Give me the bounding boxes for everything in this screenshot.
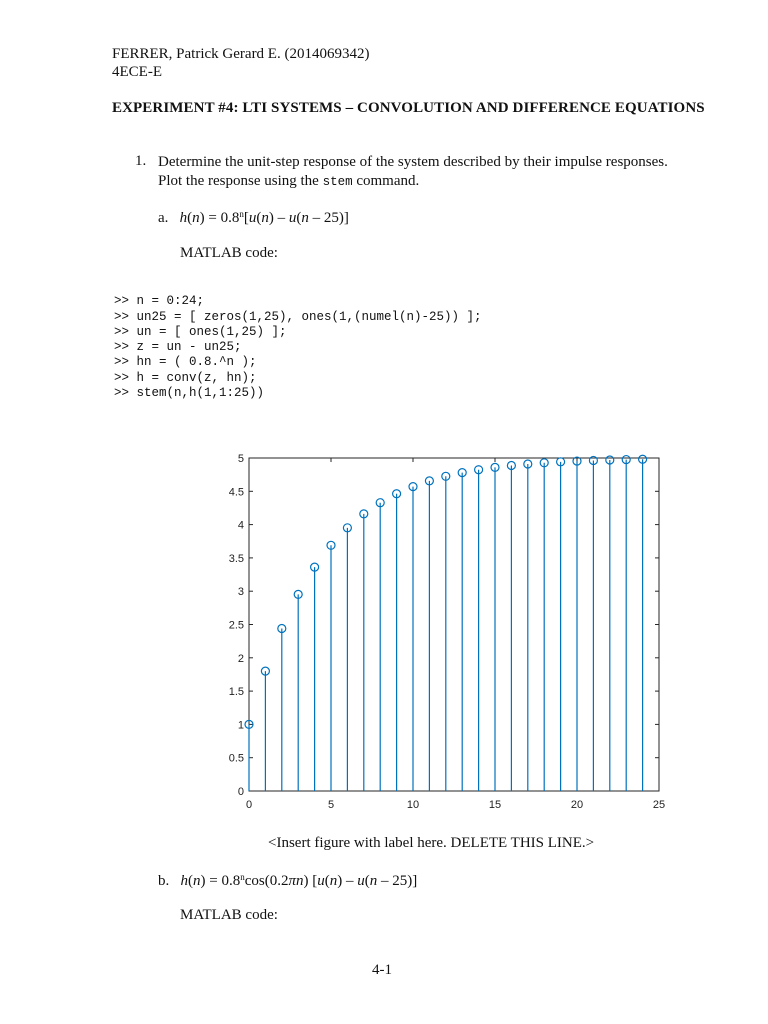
plot-axes-box <box>249 458 659 791</box>
question-line-2-post: command. <box>352 173 420 189</box>
author-name: FERRER, Patrick Gerard E. (2014069342) <box>112 46 370 62</box>
matlab-code-block <box>114 279 482 417</box>
code-line: >> stem(n,h(1,1:25)) <box>114 386 265 401</box>
y-tick-label: 5 <box>237 453 244 465</box>
x-tick-label: 20 <box>570 799 584 811</box>
code-line: >> un = [ ones(1,25) ]; <box>114 324 287 339</box>
y-tick-label: 2 <box>237 652 244 665</box>
x-tick-label: 10 <box>406 799 420 811</box>
part-b-equation: b. $h(n) = 0.8^n\cos(0.2\pi n)$ [u(n) – u(n – 25)] <box>158 872 418 889</box>
y-tick-label: 4.5 <box>228 486 244 499</box>
part-b-letter: b. <box>158 873 170 889</box>
x-tick-label: 0 <box>245 799 253 811</box>
class-section: 4ECE-E <box>112 64 162 80</box>
y-tick-label: 4 <box>237 519 244 532</box>
question-number: 1. <box>135 153 147 169</box>
y-tick-label: 0.5 <box>228 752 244 765</box>
y-tick-label: 3.5 <box>228 552 244 565</box>
y-tick-label: 2.5 <box>228 619 244 632</box>
question-line-1: Determine the unit-step response of the system described by their impulse responses. <box>158 154 668 170</box>
experiment-title: EXPERIMENT #4: LTI SYSTEMS – CONVOLUTION AND DIFFERENCE EQUATIONS <box>112 100 705 116</box>
y-tick-label: 0 <box>237 786 244 798</box>
part-a-equation: a. $h(n) = 0.8^n[u(n) - u(n - 25)]$ <box>158 209 349 226</box>
question-text <box>158 153 718 192</box>
page-number: 4-1 <box>372 962 392 978</box>
part-a-letter: a. <box>158 210 169 226</box>
y-tick-label: 1 <box>237 719 244 732</box>
code-line: >> h = conv(z, hn); <box>114 370 257 385</box>
y-tick-label: 3 <box>237 586 244 599</box>
x-tick-label: 25 <box>652 799 666 811</box>
code-line: >> n = 0:24; <box>114 294 205 309</box>
figure-caption-placeholder: <Insert figure with label here. DELETE THIS LINE.> <box>268 835 595 851</box>
question-line-2 <box>158 172 718 192</box>
code-line: >> z = un - un25; <box>114 340 242 355</box>
code-line: >> hn = ( 0.8.^n ); <box>114 355 257 370</box>
stem-keyword: stem <box>322 175 353 189</box>
y-tick-label: 1.5 <box>228 686 244 699</box>
question-line-2-pre: Plot the response using the <box>158 173 323 189</box>
x-tick-label: 15 <box>488 799 502 811</box>
code-line: >> un25 = [ zeros(1,25), ones(1,(numel(n)-25)) ]; <box>114 309 482 324</box>
matlab-code-label-b: MATLAB code: <box>180 907 278 923</box>
matlab-code-label-a: MATLAB code: <box>180 245 278 261</box>
stem-plot <box>222 446 682 826</box>
x-tick-label: 5 <box>327 799 335 811</box>
